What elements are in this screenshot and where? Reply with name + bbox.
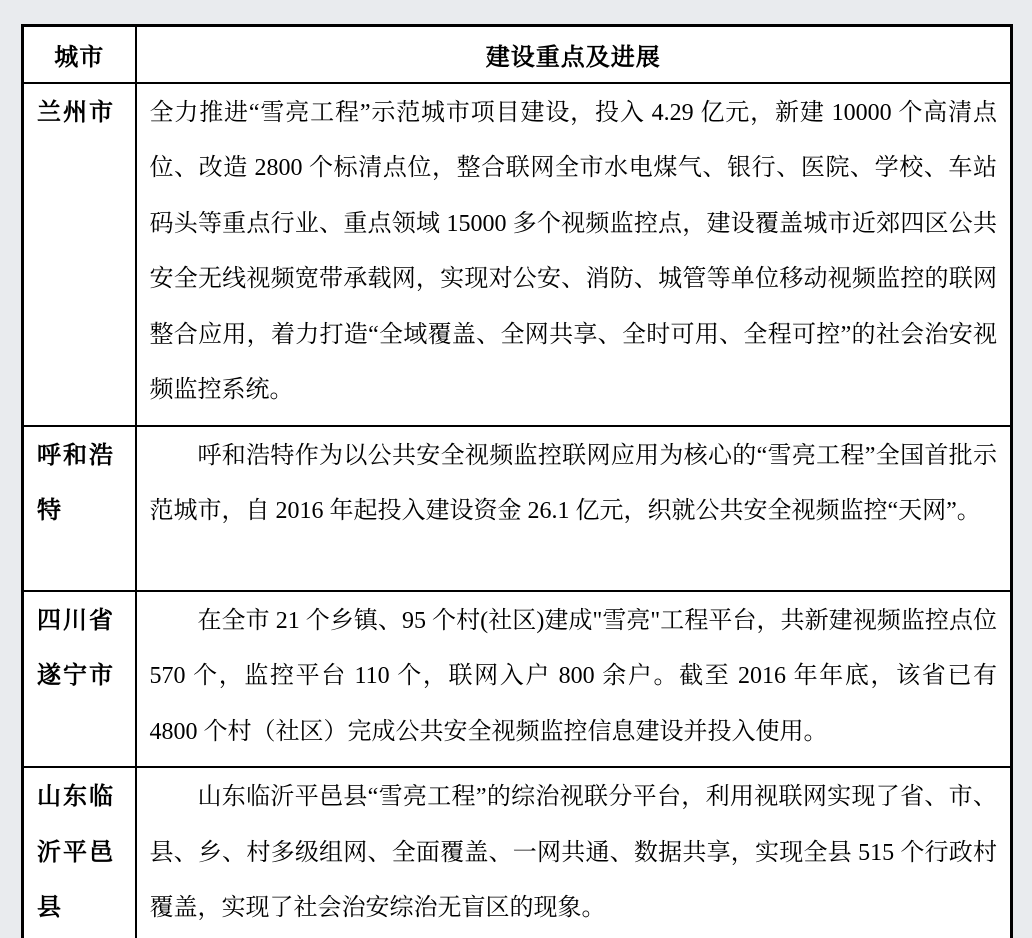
city-cell-lanzhou: 兰州市 (23, 83, 136, 426)
table-row (23, 591, 1012, 768)
table-row (23, 767, 1012, 938)
detail-cell-lanzhou: 全力推进“雪亮工程”示范城市项目建设，投入 4.29 亿元，新建 10000 个高清点位、改造 2800 个标清点位，整合联网全市水电煤气、银行、医院、学校、车站码头等重点行业、重点领域 15000 多个视频监控点，建设覆盖城市近郊四区公共安全无线视频宽带承载网，实现对公安、消防、城管等单位移动视频监控的联网整合应用，着力打造“全域覆盖、全网共享、全时可用、全程可控”的社会治安视频监控系统。 (136, 83, 1012, 426)
detail-cell-pingyi: 山东临沂平邑县“雪亮工程”的综治视联分平台，利用视联网实现了省、市、县、乡、村多级组网、全面覆盖、一网共通、数据共享，实现全县 515 个行政村覆盖，实现了社会治安综治无盲区的现象。 (136, 767, 1012, 938)
header-cell-detail: 建设重点及进展 (136, 26, 1012, 83)
detail-cell-hohhot: 呼和浩特作为以公共安全视频监控联网应用为核心的“雪亮工程”全国首批示范城市，自 2016 年起投入建设资金 26.1 亿元，织就公共安全视频监控“天网”。 (136, 426, 1012, 591)
city-cell-hohhot: 呼和浩特 (23, 426, 136, 591)
table-row (23, 83, 1012, 426)
table-header-row (23, 26, 1012, 83)
city-progress-table (21, 24, 1013, 938)
table-row (23, 426, 1012, 591)
header-cell-city: 城市 (23, 26, 136, 83)
city-cell-pingyi: 山东临沂平邑县 (23, 767, 136, 938)
city-cell-suining: 四川省遂宁市 (23, 591, 136, 768)
detail-cell-suining: 在全市 21 个乡镇、95 个村(社区)建成"雪亮"工程平台，共新建视频监控点位 570 个，监控平台 110 个，联网入户 800 余户。截至 2016 年年底，该省已有 4800 个村（社区）完成公共安全视频监控信息建设并投入使用。 (136, 591, 1012, 768)
